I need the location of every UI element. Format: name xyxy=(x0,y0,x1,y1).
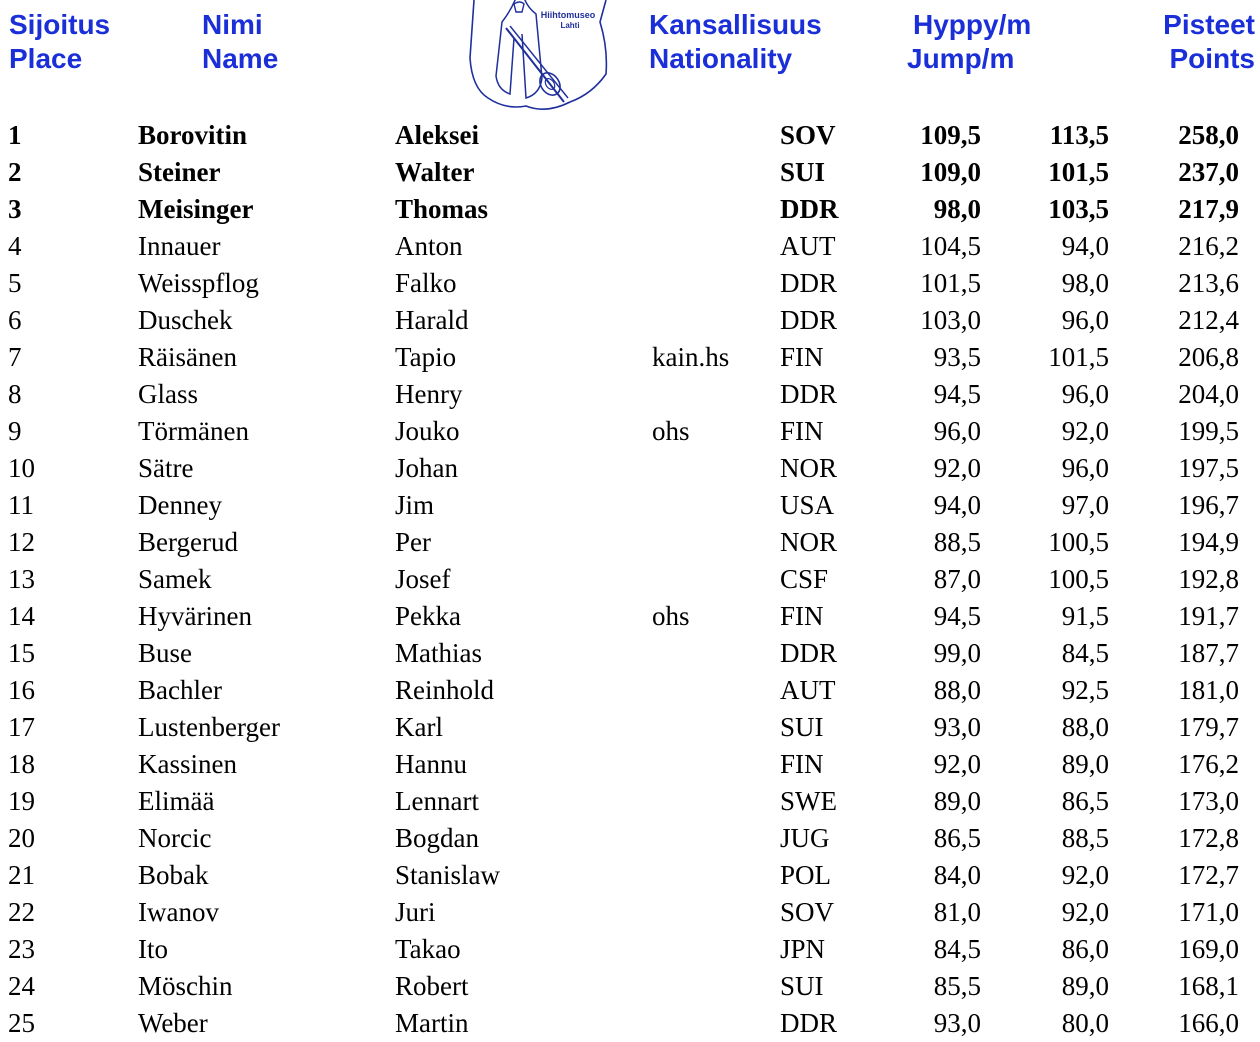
points-cell: 197,5 xyxy=(1178,453,1239,483)
firstname-cell: Thomas xyxy=(395,194,489,224)
nationality-cell: SOV xyxy=(780,897,835,927)
jump1-cell: 84,0 xyxy=(933,860,981,890)
surname-cell: Hyvärinen xyxy=(138,601,252,631)
table-row xyxy=(0,968,1260,1005)
place-cell: 6 xyxy=(8,305,22,335)
points-cell: 216,2 xyxy=(1178,231,1239,261)
place-cell: 3 xyxy=(8,194,22,224)
table-row xyxy=(0,1005,1260,1042)
firstname-cell: Jim xyxy=(395,490,435,520)
nationality-cell: DDR xyxy=(780,194,839,224)
surname-cell: Innauer xyxy=(138,231,221,261)
surname-cell: Borovitin xyxy=(138,120,248,150)
firstname-cell: Pekka xyxy=(395,601,461,631)
place-cell: 1 xyxy=(8,120,22,150)
surname-cell: Weber xyxy=(138,1008,208,1038)
surname-cell: Bachler xyxy=(138,675,222,705)
points-cell: 199,5 xyxy=(1178,416,1239,446)
points-cell: 204,0 xyxy=(1178,379,1239,409)
nationality-cell: NOR xyxy=(780,453,838,483)
jump1-cell: 104,5 xyxy=(920,231,981,261)
jump1-cell: 96,0 xyxy=(933,416,981,446)
jump1-cell: 101,5 xyxy=(920,268,981,298)
jump1-cell: 109,0 xyxy=(920,157,981,187)
firstname-cell: Reinhold xyxy=(395,675,494,705)
nationality-cell: FIN xyxy=(780,749,824,779)
firstname-cell: Walter xyxy=(395,157,475,187)
firstname-cell: Johan xyxy=(395,453,458,483)
jump1-cell: 85,5 xyxy=(933,971,981,1001)
jump1-cell: 103,0 xyxy=(920,305,981,335)
surname-cell: Lustenberger xyxy=(138,712,280,742)
points-cell: 168,1 xyxy=(1178,971,1239,1001)
jump1-cell: 86,5 xyxy=(933,823,981,853)
nationality-cell: FIN xyxy=(780,601,824,631)
place-cell: 4 xyxy=(8,231,22,261)
points-cell: 194,9 xyxy=(1178,527,1239,557)
surname-cell: Norcic xyxy=(138,823,212,853)
nationality-cell: SUI xyxy=(780,157,826,187)
table-row xyxy=(0,635,1260,672)
header-jump-en: Jump/m xyxy=(907,43,1015,74)
points-cell: 191,7 xyxy=(1178,601,1239,631)
points-cell: 206,8 xyxy=(1178,342,1239,372)
table-row xyxy=(0,598,1260,635)
place-cell: 21 xyxy=(8,860,35,890)
place-cell: 17 xyxy=(8,712,35,742)
table-row xyxy=(0,672,1260,709)
nationality-cell: NOR xyxy=(780,527,838,557)
jump2-cell: 92,5 xyxy=(1061,675,1109,705)
place-cell: 2 xyxy=(8,157,22,187)
jump1-cell: 89,0 xyxy=(933,786,981,816)
nationality-cell: SUI xyxy=(780,712,824,742)
place-cell: 25 xyxy=(8,1008,35,1038)
jump2-cell: 113,5 xyxy=(1049,120,1109,150)
nationality-cell: JUG xyxy=(780,823,830,853)
firstname-cell: Lennart xyxy=(395,786,479,816)
jump1-cell: 99,0 xyxy=(933,638,981,668)
points-cell: 171,0 xyxy=(1178,897,1239,927)
points-cell: 187,7 xyxy=(1178,638,1239,668)
jump1-cell: 87,0 xyxy=(933,564,981,594)
table-row xyxy=(0,561,1260,598)
header-points xyxy=(1147,8,1255,76)
jump2-cell: 100,5 xyxy=(1048,527,1109,557)
header-jump xyxy=(907,8,1032,76)
jump2-cell: 96,0 xyxy=(1061,453,1109,483)
jump1-cell: 109,5 xyxy=(920,120,981,150)
firstname-cell: Henry xyxy=(395,379,463,409)
header-nationality xyxy=(649,8,822,76)
place-cell: 10 xyxy=(8,453,35,483)
surname-cell: Denney xyxy=(138,490,222,520)
surname-cell: Möschin xyxy=(138,971,233,1001)
points-cell: 179,7 xyxy=(1178,712,1239,742)
firstname-cell: Stanislaw xyxy=(395,860,500,890)
nationality-cell: POL xyxy=(780,860,832,890)
nationality-cell: USA xyxy=(780,490,835,520)
jump1-cell: 93,0 xyxy=(933,712,981,742)
surname-cell: Ito xyxy=(138,934,168,964)
jump2-cell: 80,0 xyxy=(1061,1008,1109,1038)
firstname-cell: Falko xyxy=(395,268,457,298)
nationality-cell: AUT xyxy=(780,231,836,261)
surname-cell: Elimää xyxy=(138,786,215,816)
place-cell: 18 xyxy=(8,749,35,779)
place-cell: 23 xyxy=(8,934,35,964)
surname-cell: Meisinger xyxy=(138,194,254,224)
jump2-cell: 100,5 xyxy=(1048,564,1109,594)
logo-text-line1: Hiihtomuseo xyxy=(540,10,596,20)
nationality-cell: DDR xyxy=(780,638,838,668)
results-table xyxy=(0,117,1260,1042)
table-row xyxy=(0,376,1260,413)
firstname-cell: Anton xyxy=(395,231,463,261)
header-nationality-en: Nationality xyxy=(649,43,793,74)
table-row xyxy=(0,709,1260,746)
jump2-cell: 101,5 xyxy=(1048,342,1109,372)
place-cell: 5 xyxy=(8,268,22,298)
jump2-cell: 88,5 xyxy=(1061,823,1109,853)
jump2-cell: 94,0 xyxy=(1061,231,1109,261)
nationality-cell: SWE xyxy=(780,786,837,816)
jump1-cell: 93,0 xyxy=(933,1008,981,1038)
place-cell: 7 xyxy=(8,342,22,372)
surname-cell: Buse xyxy=(138,638,192,668)
table-row xyxy=(0,154,1260,191)
surname-cell: Räisänen xyxy=(138,342,237,372)
place-cell: 12 xyxy=(8,527,35,557)
firstname-cell: Aleksei xyxy=(395,120,479,150)
header-name xyxy=(202,8,278,76)
surname-cell: Weisspflog xyxy=(138,268,259,298)
table-row xyxy=(0,191,1260,228)
jump2-cell: 98,0 xyxy=(1061,268,1109,298)
jump1-cell: 88,0 xyxy=(933,675,981,705)
header-name-fi: Nimi xyxy=(202,9,263,40)
table-row xyxy=(0,302,1260,339)
jump2-cell: 91,5 xyxy=(1061,601,1109,631)
nationality-cell: FIN xyxy=(780,342,824,372)
jump2-cell: 84,5 xyxy=(1061,638,1109,668)
firstname-cell: Juri xyxy=(395,897,436,927)
jump2-cell: 86,5 xyxy=(1061,786,1109,816)
points-cell: 258,0 xyxy=(1178,120,1239,150)
table-row xyxy=(0,117,1260,154)
header-place xyxy=(9,8,110,76)
firstname-cell: Tapio xyxy=(395,342,457,372)
place-cell: 15 xyxy=(8,638,35,668)
points-cell: 237,0 xyxy=(1178,157,1239,187)
place-cell: 14 xyxy=(8,601,35,631)
place-cell: 19 xyxy=(8,786,35,816)
ski-museum-logo-icon xyxy=(466,0,614,116)
jump1-cell: 92,0 xyxy=(933,453,981,483)
surname-cell: Bergerud xyxy=(138,527,238,557)
jump1-cell: 98,0 xyxy=(933,194,981,224)
header-place-fi: Sijoitus xyxy=(9,9,111,40)
header-jump-fi: Hyppy/m xyxy=(913,9,1032,40)
jump2-cell: 89,0 xyxy=(1061,971,1109,1001)
table-row xyxy=(0,931,1260,968)
table-row xyxy=(0,487,1260,524)
jump2-cell: 89,0 xyxy=(1061,749,1109,779)
points-cell: 196,7 xyxy=(1178,490,1239,520)
points-cell: 169,0 xyxy=(1178,934,1239,964)
surname-cell: Iwanov xyxy=(138,897,219,927)
points-cell: 192,8 xyxy=(1178,564,1239,594)
place-cell: 11 xyxy=(8,490,34,520)
jump1-cell: 94,0 xyxy=(933,490,981,520)
jump2-cell: 92,0 xyxy=(1061,416,1109,446)
points-cell: 217,9 xyxy=(1178,194,1239,224)
firstname-cell: Martin xyxy=(395,1008,469,1038)
points-cell: 212,4 xyxy=(1178,305,1239,335)
table-row xyxy=(0,857,1260,894)
surname-cell: Glass xyxy=(138,379,198,409)
jump2-cell: 92,0 xyxy=(1061,860,1109,890)
jump2-cell: 92,0 xyxy=(1061,897,1109,927)
place-cell: 9 xyxy=(8,416,22,446)
points-cell: 172,7 xyxy=(1178,860,1239,890)
table-row xyxy=(0,746,1260,783)
jump1-cell: 81,0 xyxy=(933,897,981,927)
table-row xyxy=(0,783,1260,820)
header-points-en: Points xyxy=(1169,43,1255,74)
jump1-cell: 92,0 xyxy=(933,749,981,779)
jump2-cell: 96,0 xyxy=(1061,305,1109,335)
firstname-cell: Karl xyxy=(395,712,443,742)
place-cell: 16 xyxy=(8,675,35,705)
nationality-cell: FIN xyxy=(780,416,824,446)
nationality-cell: DDR xyxy=(780,268,838,298)
header-place-en: Place xyxy=(9,43,83,74)
jump1-cell: 94,5 xyxy=(933,601,981,631)
jump2-cell: 97,0 xyxy=(1061,490,1109,520)
points-cell: 213,6 xyxy=(1178,268,1239,298)
nationality-cell: JPN xyxy=(780,934,826,964)
nationality-cell: DDR xyxy=(780,1008,838,1038)
jump2-cell: 103,5 xyxy=(1048,194,1109,224)
table-row xyxy=(0,413,1260,450)
table-row xyxy=(0,265,1260,302)
surname-cell: Sätre xyxy=(138,453,194,483)
jump2-cell: 101,5 xyxy=(1048,157,1109,187)
header-points-fi: Pisteet xyxy=(1163,9,1255,40)
surname-cell: Duschek xyxy=(138,305,233,335)
nationality-cell: DDR xyxy=(780,305,838,335)
surname-cell: Steiner xyxy=(138,157,221,187)
firstname-cell: Hannu xyxy=(395,749,467,779)
place-cell: 22 xyxy=(8,897,35,927)
surname-cell: Törmänen xyxy=(138,416,249,446)
header-nationality-fi: Kansallisuus xyxy=(649,9,822,40)
table-row xyxy=(0,524,1260,561)
jump1-cell: 84,5 xyxy=(933,934,981,964)
firstname-cell: Jouko xyxy=(395,416,460,446)
points-cell: 176,2 xyxy=(1178,749,1239,779)
surname-cell: Kassinen xyxy=(138,749,237,779)
note-cell: ohs xyxy=(652,601,690,631)
jump1-cell: 94,5 xyxy=(933,379,981,409)
surname-cell: Samek xyxy=(138,564,212,594)
jump2-cell: 96,0 xyxy=(1061,379,1109,409)
points-cell: 166,0 xyxy=(1178,1008,1239,1038)
nationality-cell: CSF xyxy=(780,564,829,594)
note-cell: ohs xyxy=(652,416,690,446)
points-cell: 172,8 xyxy=(1178,823,1239,853)
table-row xyxy=(0,450,1260,487)
firstname-cell: Takao xyxy=(395,934,461,964)
table-row xyxy=(0,894,1260,931)
points-cell: 181,0 xyxy=(1178,675,1239,705)
place-cell: 13 xyxy=(8,564,35,594)
jump2-cell: 88,0 xyxy=(1061,712,1109,742)
jump1-cell: 88,5 xyxy=(933,527,981,557)
jump2-cell: 86,0 xyxy=(1061,934,1109,964)
place-cell: 8 xyxy=(8,379,22,409)
firstname-cell: Harald xyxy=(395,305,469,335)
surname-cell: Bobak xyxy=(138,860,209,890)
place-cell: 20 xyxy=(8,823,35,853)
nationality-cell: AUT xyxy=(780,675,836,705)
nationality-cell: DDR xyxy=(780,379,838,409)
note-cell: kain.hs xyxy=(652,342,730,372)
firstname-cell: Bogdan xyxy=(395,823,479,853)
table-row xyxy=(0,820,1260,857)
jump1-cell: 93,5 xyxy=(933,342,981,372)
table-row xyxy=(0,339,1260,376)
firstname-cell: Josef xyxy=(395,564,451,594)
firstname-cell: Mathias xyxy=(395,638,482,668)
header-name-en: Name xyxy=(202,43,279,74)
nationality-cell: SUI xyxy=(780,971,824,1001)
logo-text-line2: Lahti xyxy=(560,21,580,30)
points-cell: 173,0 xyxy=(1178,786,1239,816)
place-cell: 24 xyxy=(8,971,35,1001)
nationality-cell: SOV xyxy=(780,120,836,150)
table-row xyxy=(0,228,1260,265)
firstname-cell: Robert xyxy=(395,971,469,1001)
firstname-cell: Per xyxy=(395,527,431,557)
